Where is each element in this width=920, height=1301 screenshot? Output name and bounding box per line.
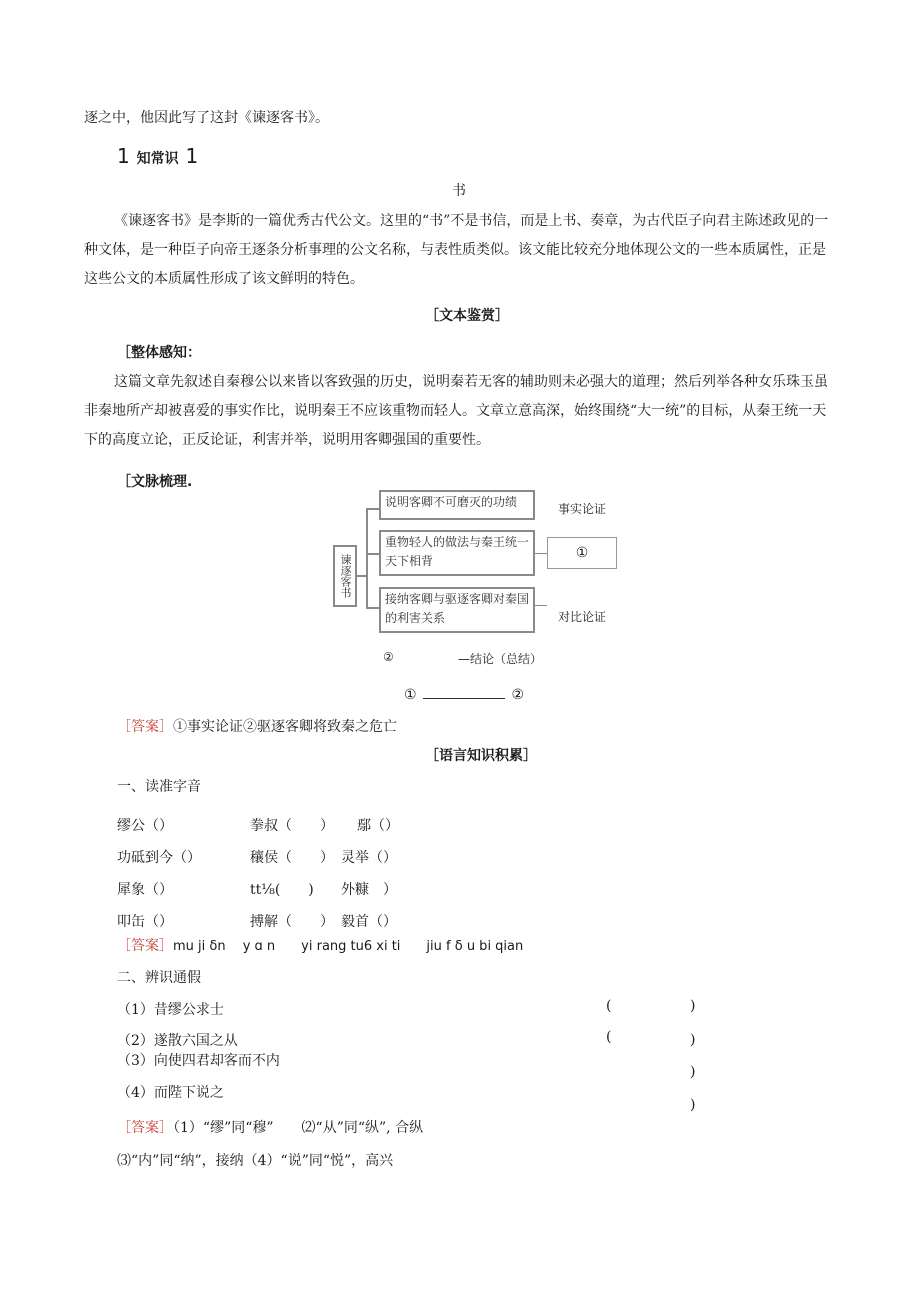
pron-cell: 缪公（）: [117, 818, 173, 834]
paren-close: ): [690, 1064, 696, 1080]
fill-line: [404, 686, 524, 703]
tongjia-item: （4）而陛下说之: [117, 1085, 224, 1101]
paren-open: (: [606, 998, 612, 1014]
section-knowledge-heading: [117, 144, 198, 168]
section-label: 知常识: [136, 151, 179, 167]
language-heading: ［语言知识积累］: [425, 748, 537, 764]
structure-heading: ［文脉梳理.: [117, 474, 193, 490]
shu-paragraph: 《谏逐客书》是李斯的一篇优秀古代公文。这里的“书”不是书信，而是上书、奏章，为古代臣子向君主陈述政见的一种文体，是一种臣子向帝王逐条分析事理的公文名称，与表性质类似。该文能比较充分地体现公文的一些本质属性，正是这些公文的本质属性形成了该文鲜明的特色。: [84, 213, 829, 287]
diagram-root-box: [333, 545, 357, 607]
pron-cell: 拳叔（ ）: [250, 818, 334, 834]
fill-marker-1: ①: [404, 687, 417, 703]
answer-3-continued: ⑶“内”同“纳”，接纳（4）“说”同“悦”，高兴: [117, 1153, 394, 1169]
pron-cell: 功砥到今（）: [117, 850, 201, 866]
pron-cell: 外糠 ）: [341, 882, 397, 898]
diagram-box-3-text: 接纳客卿与驱逐客卿对秦国的利害关系: [385, 592, 530, 625]
answer-text: ①事实论证②驱逐客卿将致秦之危亡: [173, 719, 397, 735]
pron-heading: 一、读准字音: [117, 779, 201, 795]
diagram-bottom-num: ②: [383, 650, 394, 664]
pron-cell: 鄢（）: [357, 818, 399, 834]
overall-paragraph: 这篇文章先叙述自秦穆公以来皆以客致强的历史，说明秦若无客的辅助则未必强大的道理；然后列举各种女乐珠玉虽非秦地所产却被喜爱的事实作比，说明秦王不应该重物而轻人。文章立意高深，始终围绕“大一统”的目标，从秦王统一天下的高度立论，正反论证，利害并举，说明用客卿强国的重要性。: [84, 374, 828, 448]
diagram-box-2: [379, 530, 535, 576]
answer-tag: ［答案］: [117, 1120, 173, 1136]
tongjia-item: （2）遂散六国之从: [117, 1033, 238, 1049]
pron-cell: 灵举（）: [341, 850, 397, 866]
overall-heading: ［整体感知：: [117, 345, 201, 361]
answer-tag: ［答案］: [117, 938, 173, 954]
diagram-bottom-label: —结论（总结）: [458, 652, 543, 666]
pron-cell: 犀象（）: [117, 882, 173, 898]
shu-heading: 书: [452, 183, 466, 199]
pron-cell: tt⅛( ): [250, 882, 314, 898]
diagram-box-1: [379, 490, 535, 520]
tongjia-item: （1）昔缪公求士: [117, 1002, 224, 1018]
answer-1: [117, 716, 397, 736]
intro-line: 逐之中，他因此写了这封《谏逐客书》。: [84, 110, 329, 126]
diagram-box-1-text: 说明客卿不可磨灭的功绩: [385, 495, 518, 509]
answer-text: mu ji δn y ɑ n yi rang tu6 xi ti jiu f δ u bi qian: [173, 939, 524, 954]
paren-close: ): [690, 998, 696, 1014]
pron-cell: 搏解（ ）: [250, 914, 334, 930]
answer-tag: ［答案］: [117, 719, 173, 735]
fill-blank: [423, 686, 505, 699]
section-num-left: 1: [117, 144, 130, 168]
diagram-connector: [366, 508, 368, 608]
paren-open: (: [606, 1029, 612, 1045]
diagram-blank-label: ①: [575, 545, 589, 561]
diagram-box-3: [379, 587, 535, 633]
pron-cell: 叩缶（）: [117, 914, 173, 930]
diagram-label-fact: 事实论证: [558, 502, 607, 516]
diagram-root-label: 谏逐客书: [339, 554, 352, 598]
pron-cell: 穰侯（ ）: [250, 850, 334, 866]
answer-3: [117, 1117, 423, 1137]
paren-close: ): [690, 1032, 696, 1048]
answer-text: （1）“缪”同“穆” ⑵“从”同“纵”, 合纵: [173, 1120, 424, 1136]
tongjia-item: （3）向使四君却客而不内: [117, 1053, 280, 1069]
fill-marker-2: ②: [511, 687, 525, 703]
paren-close: ): [690, 1097, 696, 1113]
diagram-label-contrast: 对比论证: [558, 610, 607, 624]
appreciation-heading: ［文本鉴赏］: [425, 308, 509, 324]
diagram-box-2-text: 重物轻人的做法与秦王统一天下相背: [385, 535, 530, 568]
answer-2: [117, 935, 523, 955]
diagram-blank-box: [547, 537, 617, 569]
tongjia-heading: 二、辨识通假: [117, 970, 201, 986]
diagram-connector: [535, 605, 547, 606]
diagram-connector: [535, 553, 547, 554]
section-num-right: 1: [185, 144, 199, 168]
pron-cell: 毅首（）: [341, 914, 397, 930]
